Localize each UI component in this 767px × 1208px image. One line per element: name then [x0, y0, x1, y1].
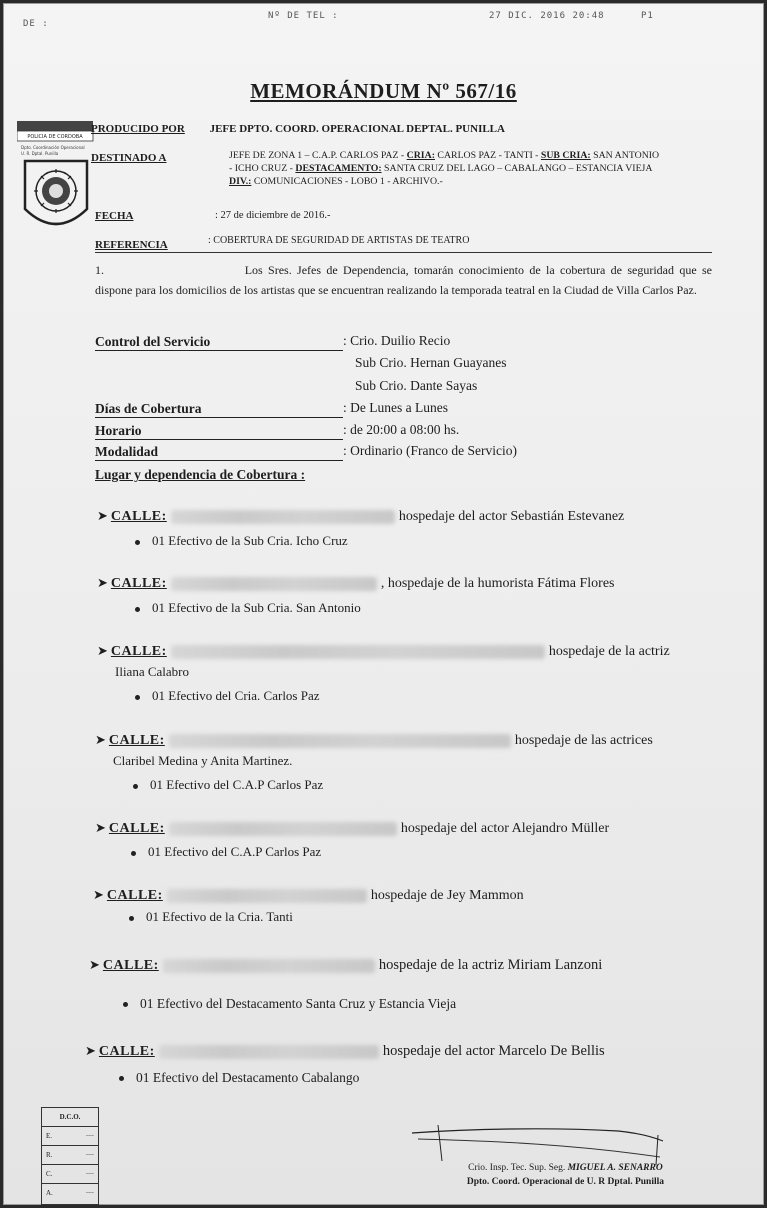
destinado-value	[229, 149, 719, 188]
calle-label: CALLE:	[110, 576, 167, 591]
dco-row: R. ~~~	[42, 1146, 98, 1165]
modalidad-value: : Ordinario (Franco de Servicio)	[343, 443, 517, 458]
dest-l1-a: JEFE DE ZONA 1 – C.A.P. CARLOS PAZ -	[229, 150, 405, 161]
signature-rank: Crio. Insp. Tec. Sup. Seg.	[468, 1163, 566, 1173]
seal-text-2: Dpto. Coordinación Operacional	[21, 145, 85, 150]
dest-l3-div: DIV.:	[229, 176, 252, 187]
redacted-address	[171, 510, 395, 524]
calle-label: CALLE:	[106, 888, 163, 903]
paragraph-number: 1.	[95, 263, 104, 277]
entry-bullet-text: 01 Efectivo de la Sub Cria. Icho Cruz	[152, 533, 348, 548]
redacted-address	[169, 822, 397, 836]
arrow-bullet-icon: ➤	[95, 732, 106, 747]
entry-desc: hospedaje del actor Alejandro Müller	[400, 821, 610, 836]
entry-4-head	[95, 732, 653, 749]
redacted-address	[163, 959, 375, 973]
entry-desc: hospedaje del actor Sebastián Estevanez	[398, 509, 625, 524]
signature-office: Dpto. Coord. Operacional de U. R Dptal. Punilla	[466, 1177, 664, 1187]
dco-header: D.C.O.	[42, 1108, 98, 1127]
intro-paragraph	[95, 260, 712, 300]
bullet-dot-icon	[119, 1076, 124, 1081]
bullet-dot-icon	[131, 851, 136, 856]
fecha-label: FECHA	[95, 210, 134, 222]
entry-6-bullet	[129, 909, 293, 925]
entry-1-head	[97, 508, 624, 525]
dco-row-label: R.	[46, 1151, 53, 1159]
dco-row: C. ~~~	[42, 1165, 98, 1184]
dest-l1-cria: CRIA:	[406, 150, 435, 161]
dco-row-label: E.	[46, 1132, 53, 1140]
calle-label: CALLE:	[102, 958, 159, 973]
dias-value: : De Lunes a Lunes	[343, 400, 448, 415]
fecha-label-row	[95, 210, 134, 222]
arrow-bullet-icon: ➤	[97, 575, 108, 590]
dias-label: Días de Cobertura	[95, 401, 343, 418]
dco-row: E. ~~~	[42, 1127, 98, 1146]
entry-4-bullet	[133, 777, 323, 793]
arrow-bullet-icon: ➤	[97, 508, 108, 523]
referencia-label-row	[95, 239, 168, 251]
header-divider	[95, 252, 712, 253]
arrow-bullet-icon: ➤	[93, 887, 104, 902]
entry-desc: , hospedaje de la humorista Fátima Flores	[380, 576, 615, 591]
entry-2-head	[97, 575, 615, 592]
entry-7-head	[89, 957, 602, 974]
police-badge-icon	[17, 121, 97, 237]
arrow-bullet-icon: ➤	[97, 643, 108, 658]
fax-tel: Nº DE TEL :	[268, 11, 339, 21]
entry-3-bullet	[135, 688, 320, 704]
modalidad-label-row	[95, 444, 343, 461]
destinado-label-row	[91, 152, 167, 164]
entry-desc: hospedaje del actor Marcelo De Bellis	[382, 1043, 605, 1059]
calle-label: CALLE:	[108, 733, 165, 748]
fecha-value: : 27 de diciembre de 2016.-	[215, 210, 331, 221]
seal-text-3: U. R. Dptal. Punilla	[21, 151, 59, 156]
bullet-dot-icon	[133, 784, 138, 789]
entry-8-bullet	[119, 1070, 359, 1086]
entry-3-desc2: Iliana Calabro	[115, 664, 189, 679]
redacted-address	[171, 645, 545, 659]
dest-l1-subcria: SUB CRIA:	[540, 150, 591, 161]
entry-5-head	[95, 820, 609, 837]
bullet-dot-icon	[135, 540, 140, 545]
entry-desc: hospedaje de Jey Mammon	[370, 888, 524, 903]
signature-name: MIGUEL A. SENARRO	[567, 1163, 663, 1173]
calle-label: CALLE:	[108, 821, 165, 836]
fax-page: P1	[641, 11, 654, 21]
arrow-bullet-icon: ➤	[89, 957, 100, 972]
entry-6-head	[93, 887, 524, 904]
producido-value: JEFE DPTO. COORD. OPERACIONAL DEPTAL. PUNILLA	[209, 123, 505, 135]
fax-datetime: 27 DIC. 2016 20:48	[489, 11, 605, 21]
horario-value: : de 20:00 a 08:00 hs.	[343, 422, 460, 437]
control-servicio-3: Sub Crio. Dante Sayas	[355, 378, 478, 393]
memo-title: MEMORÁNDUM Nº 567/16	[250, 79, 517, 103]
lugar-label: Lugar y dependencia de Cobertura :	[95, 467, 306, 482]
entry-desc: hospedaje de la actriz	[548, 644, 670, 659]
entry-2-bullet	[135, 600, 361, 616]
entry-5-bullet	[131, 844, 321, 860]
dest-l2-a: - ICHO CRUZ -	[229, 163, 293, 174]
calle-label: CALLE:	[110, 644, 167, 659]
control-servicio-2: Sub Crio. Hernan Guayanes	[355, 355, 507, 370]
referencia-value: : COBERTURA DE SEGURIDAD DE ARTISTAS DE TEATRO	[208, 235, 470, 246]
bullet-dot-icon	[135, 607, 140, 612]
redacted-address	[169, 734, 511, 748]
horario-label: Horario	[95, 423, 343, 440]
entry-1-bullet	[135, 533, 348, 549]
calle-label: CALLE:	[98, 1044, 155, 1059]
entry-bullet-text: 01 Efectivo del C.A.P Carlos Paz	[148, 844, 322, 859]
entry-bullet-text: 01 Efectivo del Destacamento Cabalango	[136, 1070, 360, 1085]
paragraph-text: Los Sres. Jefes de Dependencia, tomarán conocimiento de la cobertura de seguridad que se dispone para los domicilios de los artistas que se encuentran realizando la temporada teatral en la Ciudad de Villa Carlos Paz.	[95, 263, 712, 297]
redacted-address	[159, 1045, 379, 1059]
entry-7-bullet	[123, 996, 456, 1012]
control-servicio-label-row	[95, 334, 343, 351]
bullet-dot-icon	[135, 695, 140, 700]
dest-l3-b: COMUNICACIONES - LOBO 1 - ARCHIVO.-	[253, 176, 443, 187]
entry-desc: hospedaje de la actriz Miriam Lanzoni	[378, 957, 603, 973]
entry-3-head	[97, 643, 670, 660]
dco-row-label: C.	[46, 1170, 53, 1178]
control-servicio-label: Control del Servicio	[95, 334, 343, 351]
producido-label: PRODUCIDO POR	[91, 123, 185, 135]
dest-l1-b: CARLOS PAZ - TANTI -	[437, 150, 539, 161]
redacted-address	[171, 577, 377, 591]
horario-label-row	[95, 423, 343, 440]
bullet-dot-icon	[123, 1002, 128, 1007]
lugar-label-row	[95, 467, 305, 483]
calle-label: CALLE:	[110, 509, 167, 524]
producido-row	[91, 123, 505, 135]
redacted-address	[167, 889, 367, 903]
memo-page	[3, 3, 764, 1205]
dco-stamp	[41, 1107, 99, 1205]
dest-l2-dest: DESTACAMENTO:	[295, 163, 382, 174]
arrow-bullet-icon: ➤	[85, 1043, 96, 1058]
dco-row: A. ~~~	[46, 1189, 94, 1197]
entry-bullet-text: 01 Efectivo del C.A.P Carlos Paz	[150, 777, 324, 792]
dest-l1-c: SAN ANTONIO	[593, 150, 660, 161]
entry-desc: hospedaje de las actrices	[514, 733, 653, 748]
destinado-label: DESTINADO A	[91, 152, 167, 164]
referencia-label: REFERENCIA	[95, 239, 168, 251]
entry-bullet-text: 01 Efectivo de la Sub Cria. San Antonio	[152, 600, 361, 615]
entry-bullet-text: 01 Efectivo del Destacamento Santa Cruz y Estancia Vieja	[140, 996, 457, 1011]
dias-label-row	[95, 401, 343, 418]
entry-4-desc2: Claribel Medina y Anita Martinez.	[113, 753, 293, 768]
dest-l2-b: SANTA CRUZ DEL LAGO – CABALANGO – ESTANCIA VIEJA	[384, 163, 653, 174]
arrow-bullet-icon: ➤	[95, 820, 106, 835]
control-servicio-1: : Crio. Duilio Recio	[343, 333, 451, 348]
signature-block	[467, 1161, 664, 1189]
police-seal	[17, 121, 97, 237]
entry-bullet-text: 01 Efectivo de la Cria. Tanti	[146, 909, 293, 924]
entry-8-head	[85, 1043, 605, 1060]
entry-bullet-text: 01 Efectivo del Cria. Carlos Paz	[152, 688, 320, 703]
seal-text-1: POLICIA DE CORDOBA	[27, 134, 83, 140]
modalidad-label: Modalidad	[95, 444, 343, 461]
dco-row-label: A.	[46, 1189, 53, 1197]
bullet-dot-icon	[129, 916, 134, 921]
fax-from: DE :	[23, 19, 49, 29]
